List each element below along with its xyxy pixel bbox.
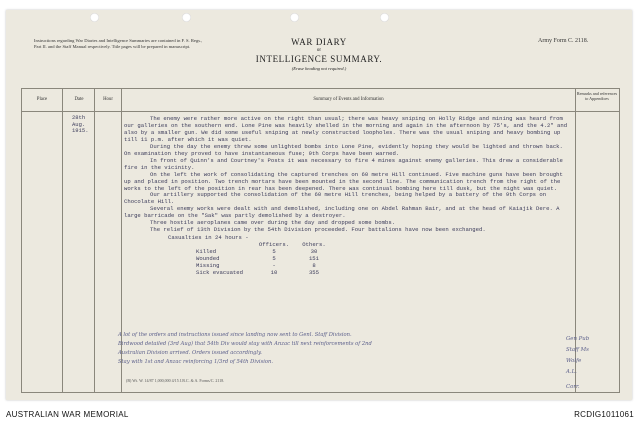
summary-paragraph: During the day the enemy threw some unlighted bombs into Lone Pine, evidently hoping they would be lighted and thrown back. On examination they proved to have instantaneous fuse; 9th Corps have been warned. [124, 142, 563, 157]
summary-paragraph: In front of Quinn's and Courtney's Posts it was necessary to fire 4 mines against enemy galleries. This drew a considerable fire in the vicinity. [124, 156, 563, 171]
casualties-officers: 10 [270, 268, 278, 276]
entry-date [72, 115, 118, 135]
table-header [22, 89, 619, 112]
archive-reference: RCDIG1011061 [574, 410, 634, 419]
casualties-row [124, 249, 568, 256]
date-line: 28th [72, 114, 86, 121]
margin-note: Wolfe [566, 358, 582, 364]
casualties-label: Killed [196, 248, 217, 256]
punch-hole [380, 13, 389, 22]
form-instructions: Instructions regarding War Diaries and Intelligence Summaries are contained in F. S. Regs., Part II. and the Staff Manual respectively. Title pages will be prepared in manuscript. [34, 38, 203, 49]
form-title-or: or [316, 48, 322, 53]
handwritten-notes [118, 331, 372, 367]
casualties-row [124, 256, 568, 263]
form-subtitle: (Erase heading not required.) [291, 66, 347, 71]
summary-paragraph: The relief of 13th Division by the 54th Division proceeded. Four battalions have now been exchanged. [150, 226, 486, 234]
column-header-remarks: Remarks and references to Appendices [576, 91, 618, 101]
summary-paragraph: Several enemy works were dealt with and demolished, including one on Abdel Rahman Bair, and at the head of Kaiajik Dere. A large barricade on the "Sak" was partly demolished by a destroyer. [124, 205, 560, 220]
punch-hole [90, 13, 99, 22]
punch-hole [182, 13, 191, 22]
margin-note: Corr. [566, 384, 580, 390]
column-divider [62, 89, 63, 392]
casualties-header-officers: Officers. [258, 241, 290, 249]
archive-credit: AUSTRALIAN WAR MEMORIAL [6, 410, 129, 419]
summary-paragraph: On the left the work of consolidating the captured trenches on 60 metre Hill continued. Five machine guns have been brought up and placed in position. Two trench mortars have been mounted in the second line. The communication trench from the right of the works to the left of the position in rear has been deepened. There was continual bombing here till dusk, but the night was quiet. [124, 170, 563, 192]
casualties-label: Wounded [196, 255, 220, 263]
casualties-others: 151 [308, 255, 320, 263]
casualties-officers: 5 [272, 248, 276, 256]
handwritten-line: Birdwood detailed (3rd Aug) that 54th Div would stay with Anzac till next reinforcements of 2nd [118, 341, 372, 347]
casualties-row [124, 263, 568, 270]
margin-note: Staff Ms [566, 347, 589, 353]
punch-hole [290, 13, 299, 22]
handwritten-line: A lot of the orders and instructions issued since landing now sent to Genl. Staff Division. [118, 332, 352, 338]
casualties-label: Sick evacuated [196, 268, 243, 276]
column-header-summary: Summary of Events and Information [313, 97, 384, 102]
casualties-header-row [124, 242, 568, 249]
summary-text [124, 116, 568, 277]
casualties-others: 30 [310, 248, 318, 256]
casualties-others: 355 [308, 268, 320, 276]
column-header-date: Date [74, 97, 84, 102]
casualties-header-others: Others. [302, 241, 326, 249]
column-header-hour: Hour [103, 97, 113, 102]
diary-sheet [6, 10, 632, 400]
column-header-place: Place [36, 97, 48, 102]
date-line: 1915. [72, 127, 89, 134]
handwritten-line: Australian Division arrived. Orders issued accordingly. [118, 350, 262, 356]
handwritten-line: Stay with 1st and Anzac reinforcing 1/3rd of 54th Division. [118, 359, 274, 365]
summary-paragraph: Our artillery supported the consolidation of the 60 metre Hill trenches, being helped by a battery of the 9th Corps on Chocolate Hill. [124, 191, 547, 206]
casualties-title: Casualties in 24 hours - [168, 234, 249, 242]
form-title-intelligence-summary: INTELLIGENCE SUMMARY. [255, 54, 383, 64]
date-line: Aug. [72, 120, 86, 128]
casualties-officers: 5 [272, 255, 276, 263]
casualties-others: 8 [312, 262, 316, 270]
army-form-number: Army Form C. 2118. [538, 38, 589, 44]
casualties-label: Missing [196, 262, 220, 270]
casualties-row [124, 270, 568, 277]
casualties-table [124, 235, 568, 277]
summary-paragraph: Three hostile aeroplanes came over during the day and dropped some bombs. [150, 219, 396, 227]
printer-imprint: (B) Wt. W. 14/87 1,000,000 4/15 J.B.C. & A. Forms/C. 2118. [126, 378, 225, 383]
casualties-officers: - [272, 262, 276, 270]
summary-paragraph: The enemy were rather more active on the right than usual; there was heavy sniping on Holly Ridge and mining was heard from our galleries on the southern end. Lone Pine was heavily shelled in the morning and again in the afternoon by 75's, and the 4.2" and also by a smaller gun. We did some useful sniping at newly constructed loopholes. There was the usual sniping and heavy bombing up till 11 p.m. after which it was quiet. [124, 115, 568, 143]
margin-note: A.L. [566, 369, 577, 375]
form-title-war-diary: WAR DIARY [291, 37, 347, 47]
margin-note: Gen Pub [566, 336, 590, 342]
